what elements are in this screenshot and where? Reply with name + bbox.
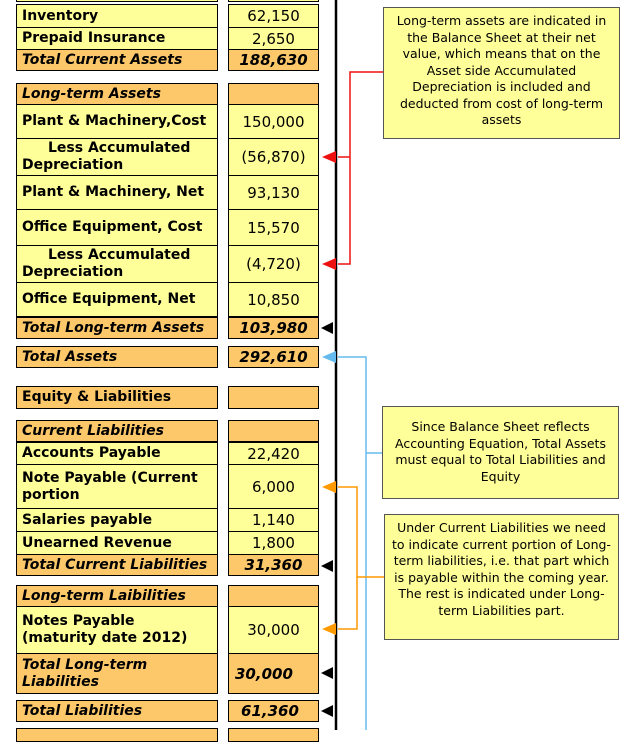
office-cost-value: 15,570 [228, 209, 319, 246]
accounts-payable-label: Accounts Payable [16, 442, 218, 465]
orange-connector [338, 487, 384, 629]
less-acc-dep-2-label [16, 245, 218, 283]
orange-arrow-notes-payable-2012 [322, 623, 336, 635]
plant-cost-value: 150,000 [228, 104, 319, 139]
unearned-revenue-value: 1,800 [228, 531, 319, 555]
arrow-total-liabilities [321, 705, 333, 717]
less-acc-dep-1-line1: Less Accumulated [48, 140, 191, 156]
less-acc-dep-2-line1: Less Accumulated [48, 247, 191, 263]
total-current-assets-value: 188,630 [228, 49, 319, 71]
total-liabilities-label: Total Liabilities [16, 700, 218, 722]
long-term-liabilities-header-value [228, 585, 319, 607]
partial-bottom-label [16, 728, 218, 742]
arrow-total-long-term-liabilities [321, 667, 333, 679]
note-current-liabilities: Under Current Liabilities we need to indicate current portion of Long-term liabilities, i.e. that part which is payable within the coming year. The rest is indicated under Long-term Liabilities part. [384, 514, 619, 640]
total-assets-value: 292,610 [228, 346, 319, 368]
less-acc-dep-1-line2: Depreciation [22, 156, 124, 173]
long-term-assets-header-value [228, 83, 319, 105]
notes-payable-2012-value: 30,000 [228, 606, 319, 654]
salaries-payable-value: 1,140 [228, 508, 319, 532]
less-acc-dep-1-label [16, 138, 218, 176]
office-cost-label: Office Equipment, Cost [16, 209, 218, 246]
office-net-label: Office Equipment, Net [16, 282, 218, 317]
inventory-label: Inventory [16, 4, 218, 28]
prepaid-insurance-value: 2,650 [228, 27, 319, 50]
current-liabilities-header-value [228, 420, 319, 442]
accounts-payable-value: 22,420 [228, 442, 319, 465]
total-current-assets-label: Total Current Assets [16, 49, 218, 71]
arrow-total-current-liabilities [321, 560, 333, 572]
partial-row-value [228, 0, 319, 2]
total-assets-label: Total Assets [16, 346, 218, 368]
prepaid-insurance-label: Prepaid Insurance [16, 27, 218, 50]
unearned-revenue-label: Unearned Revenue [16, 531, 218, 555]
equity-liabilities-header: Equity & Liabilities [16, 386, 218, 409]
red-connector [338, 72, 384, 264]
note-accounting-equation: Since Balance Sheet reflects Accounting Equation, Total Assets must equal to Total Liabilities and Equity [382, 406, 619, 499]
total-current-liabilities-label: Total Current Liabilities [16, 554, 218, 576]
total-long-term-liabilities-label: Total Long-term Liabilities [16, 653, 218, 694]
note-payable-current-label: Note Payable (Current portion [16, 464, 218, 509]
partial-bottom-value [228, 728, 319, 742]
blue-arrow-total-assets [322, 351, 336, 363]
plant-net-value: 93,130 [228, 175, 319, 210]
red-arrow-dep-1 [322, 151, 336, 163]
note-payable-current-value: 6,000 [228, 464, 319, 509]
red-arrow-dep-2 [322, 258, 336, 270]
orange-arrow-note-payable [322, 481, 336, 493]
total-current-liabilities-value: 31,360 [228, 554, 319, 576]
less-acc-dep-1-value: (56,870) [228, 138, 319, 176]
total-liabilities-value: 61,360 [228, 700, 319, 722]
notes-payable-2012-label: Notes Payable (maturity date 2012) [16, 606, 218, 654]
long-term-liabilities-header: Long-term Laibilities [16, 585, 218, 607]
note-long-term-assets: Long-term assets are indicated in the Balance Sheet at their net value, which means that on the Asset side Accumulated Depreciation is included and deducted from cost of long-term assets [383, 7, 620, 139]
less-acc-dep-2-line2: Depreciation [22, 263, 124, 280]
total-long-term-assets-value: 103,980 [228, 317, 319, 339]
less-acc-dep-2-value: (4,720) [228, 245, 319, 283]
inventory-value: 62,150 [228, 4, 319, 28]
total-long-term-liabilities-value: 30,000 [228, 653, 319, 694]
equity-liabilities-header-value [228, 386, 319, 409]
salaries-payable-label: Salaries payable [16, 508, 218, 532]
office-net-value: 10,850 [228, 282, 319, 317]
partial-row-label [16, 0, 218, 2]
current-liabilities-header: Current Liabilities [16, 420, 218, 442]
plant-cost-label: Plant & Machinery,Cost [16, 104, 218, 139]
long-term-assets-header: Long-term Assets [16, 83, 218, 105]
plant-net-label: Plant & Machinery, Net [16, 175, 218, 210]
blue-connector [338, 357, 382, 730]
total-long-term-assets-label: Total Long-term Assets [16, 317, 218, 339]
arrow-total-long-term-assets [321, 322, 333, 334]
